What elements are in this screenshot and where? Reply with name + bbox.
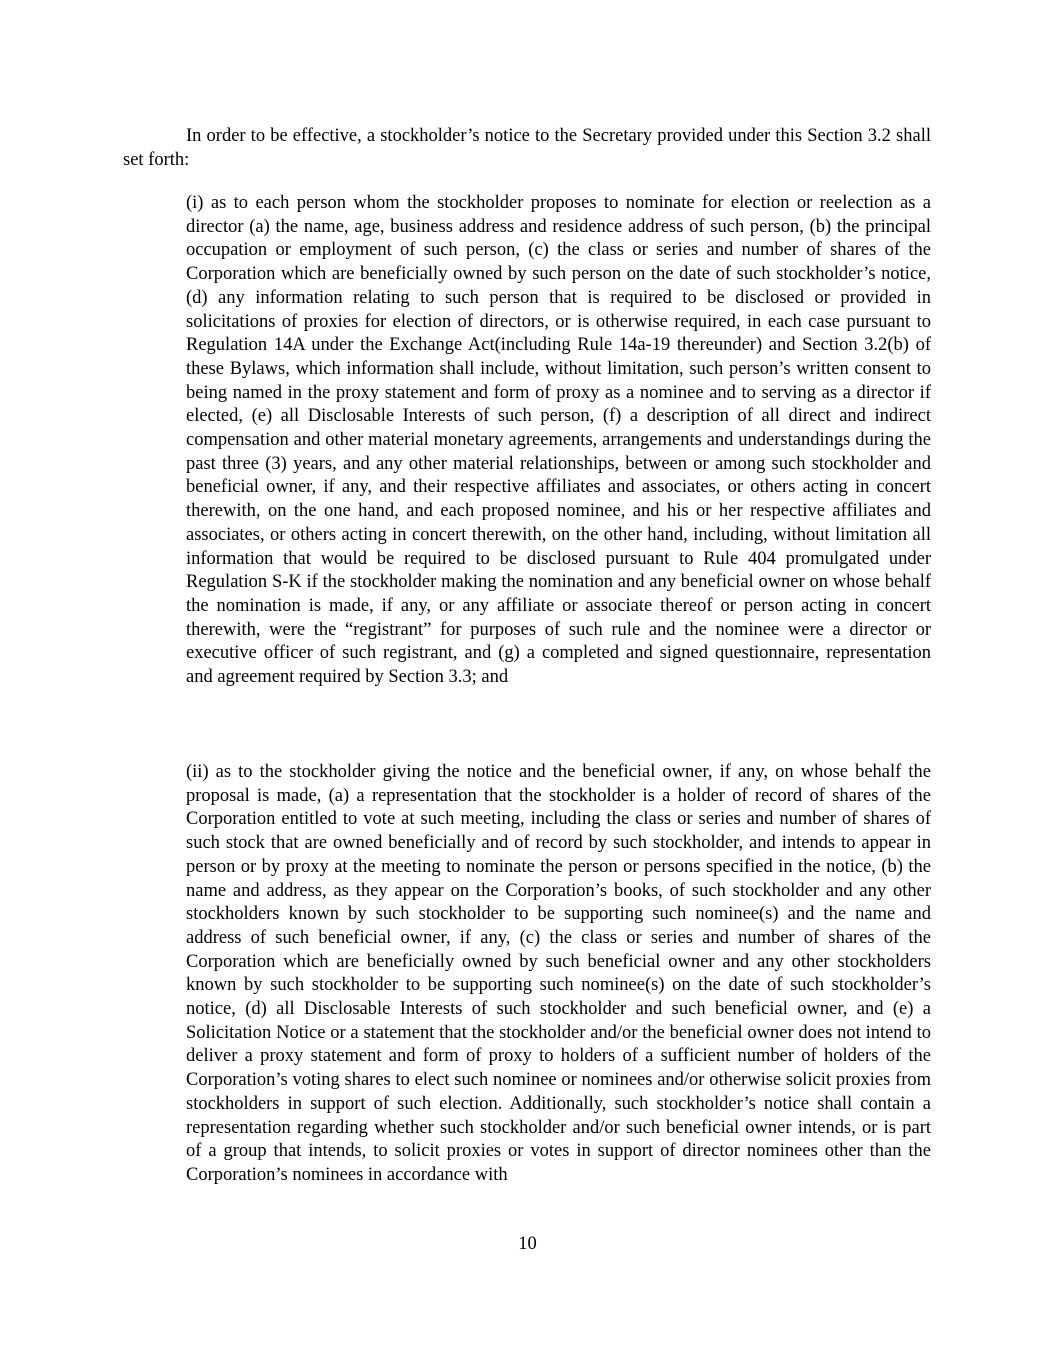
intro-paragraph: In order to be effective, a stockholder’s notice to the Secretary provided under this Section 3.2 shall set forth:: [123, 126, 931, 170]
clause-i-paragraph: (i) as to each person whom the stockholder proposes to nominate for election or reelection as a director (a) the name, age, business address and residence address of such person, (b) the principal occupation or employment of such person, (c) the class or series and number of shares of the Corporation which are beneficially owned by such person on the date of such stockholder’s notice, (d) any information relating to such person that is required to be disclosed or provided in solicitations of proxies for election of directors, or is otherwise required, in each case pursuant to Regulation 14A under the Exchange Act(including Rule 14a-19 thereunder) and Section 3.2(b) of these Bylaws, which information shall include, without limitation, such person’s written consent to being named in the proxy statement and form of proxy as a nominee and to serving as a director if elected, (e) all Disclosable Interests of such person, (f) a description of all direct and indirect compensation and other material monetary agreements, arrangements and understandings during the past three (3) years, and any other material relationships, between or among such stockholder and beneficial owner, if any, and their respective affiliates and associates, or others acting in concert therewith, on the one hand, and each proposed nominee, and his or her respective affiliates and associates, or others acting in concert therewith, on the other hand, including, without limitation all information that would be required to be disclosed pursuant to Rule 404 promulgated under Regulation S-K if the stockholder making the nomination and any beneficial owner on whose behalf the nomination is made, if any, or any affiliate or associate thereof or person acting in concert therewith, were the “registrant” for purposes of such rule and the nominee were a director or executive officer of such registrant, and (g) a completed and signed questionnaire, representation and agreement required by Section 3.3; and: [186, 193, 931, 688]
clause-ii-paragraph: (ii) as to the stockholder giving the notice and the beneficial owner, if any, on whose behalf the proposal is made, (a) a representation that the stockholder is a holder of record of shares of the Corporation entitled to vote at such meeting, including the class or series and number of shares of such stock that are owned beneficially and of record by such stockholder, and intends to appear in person or by proxy at the meeting to nominate the person or persons specified in the notice, (b) the name and address, as they appear on the Corporation’s books, of such stockholder and any other stockholders known by such stockholder to be supporting such nominee(s) and the name and address of such beneficial owner, if any, (c) the class or series and number of shares of the Corporation which are beneficially owned by such beneficial owner and any other stockholders known by such stockholder to be supporting such nominee(s) on the date of such stockholder’s notice, (d) all Disclosable Interests of such stockholder and such beneficial owner, and (e) a Solicitation Notice or a statement that the stockholder and/or the beneficial owner does not intend to deliver a proxy statement and form of proxy to holders of a sufficient number of holders of the Corporation’s voting shares to elect such nominee or nominees and/or otherwise solicit proxies from stockholders in support of such election. Additionally, such stockholder’s notice shall contain a representation regarding whether such stockholder and/or such beneficial owner intends, or is part of a group that intends, to solicit proxies or votes in support of director nominees other than the Corporation’s nominees in accordance with: [186, 762, 931, 1185]
page-number: 10: [518, 1234, 537, 1254]
